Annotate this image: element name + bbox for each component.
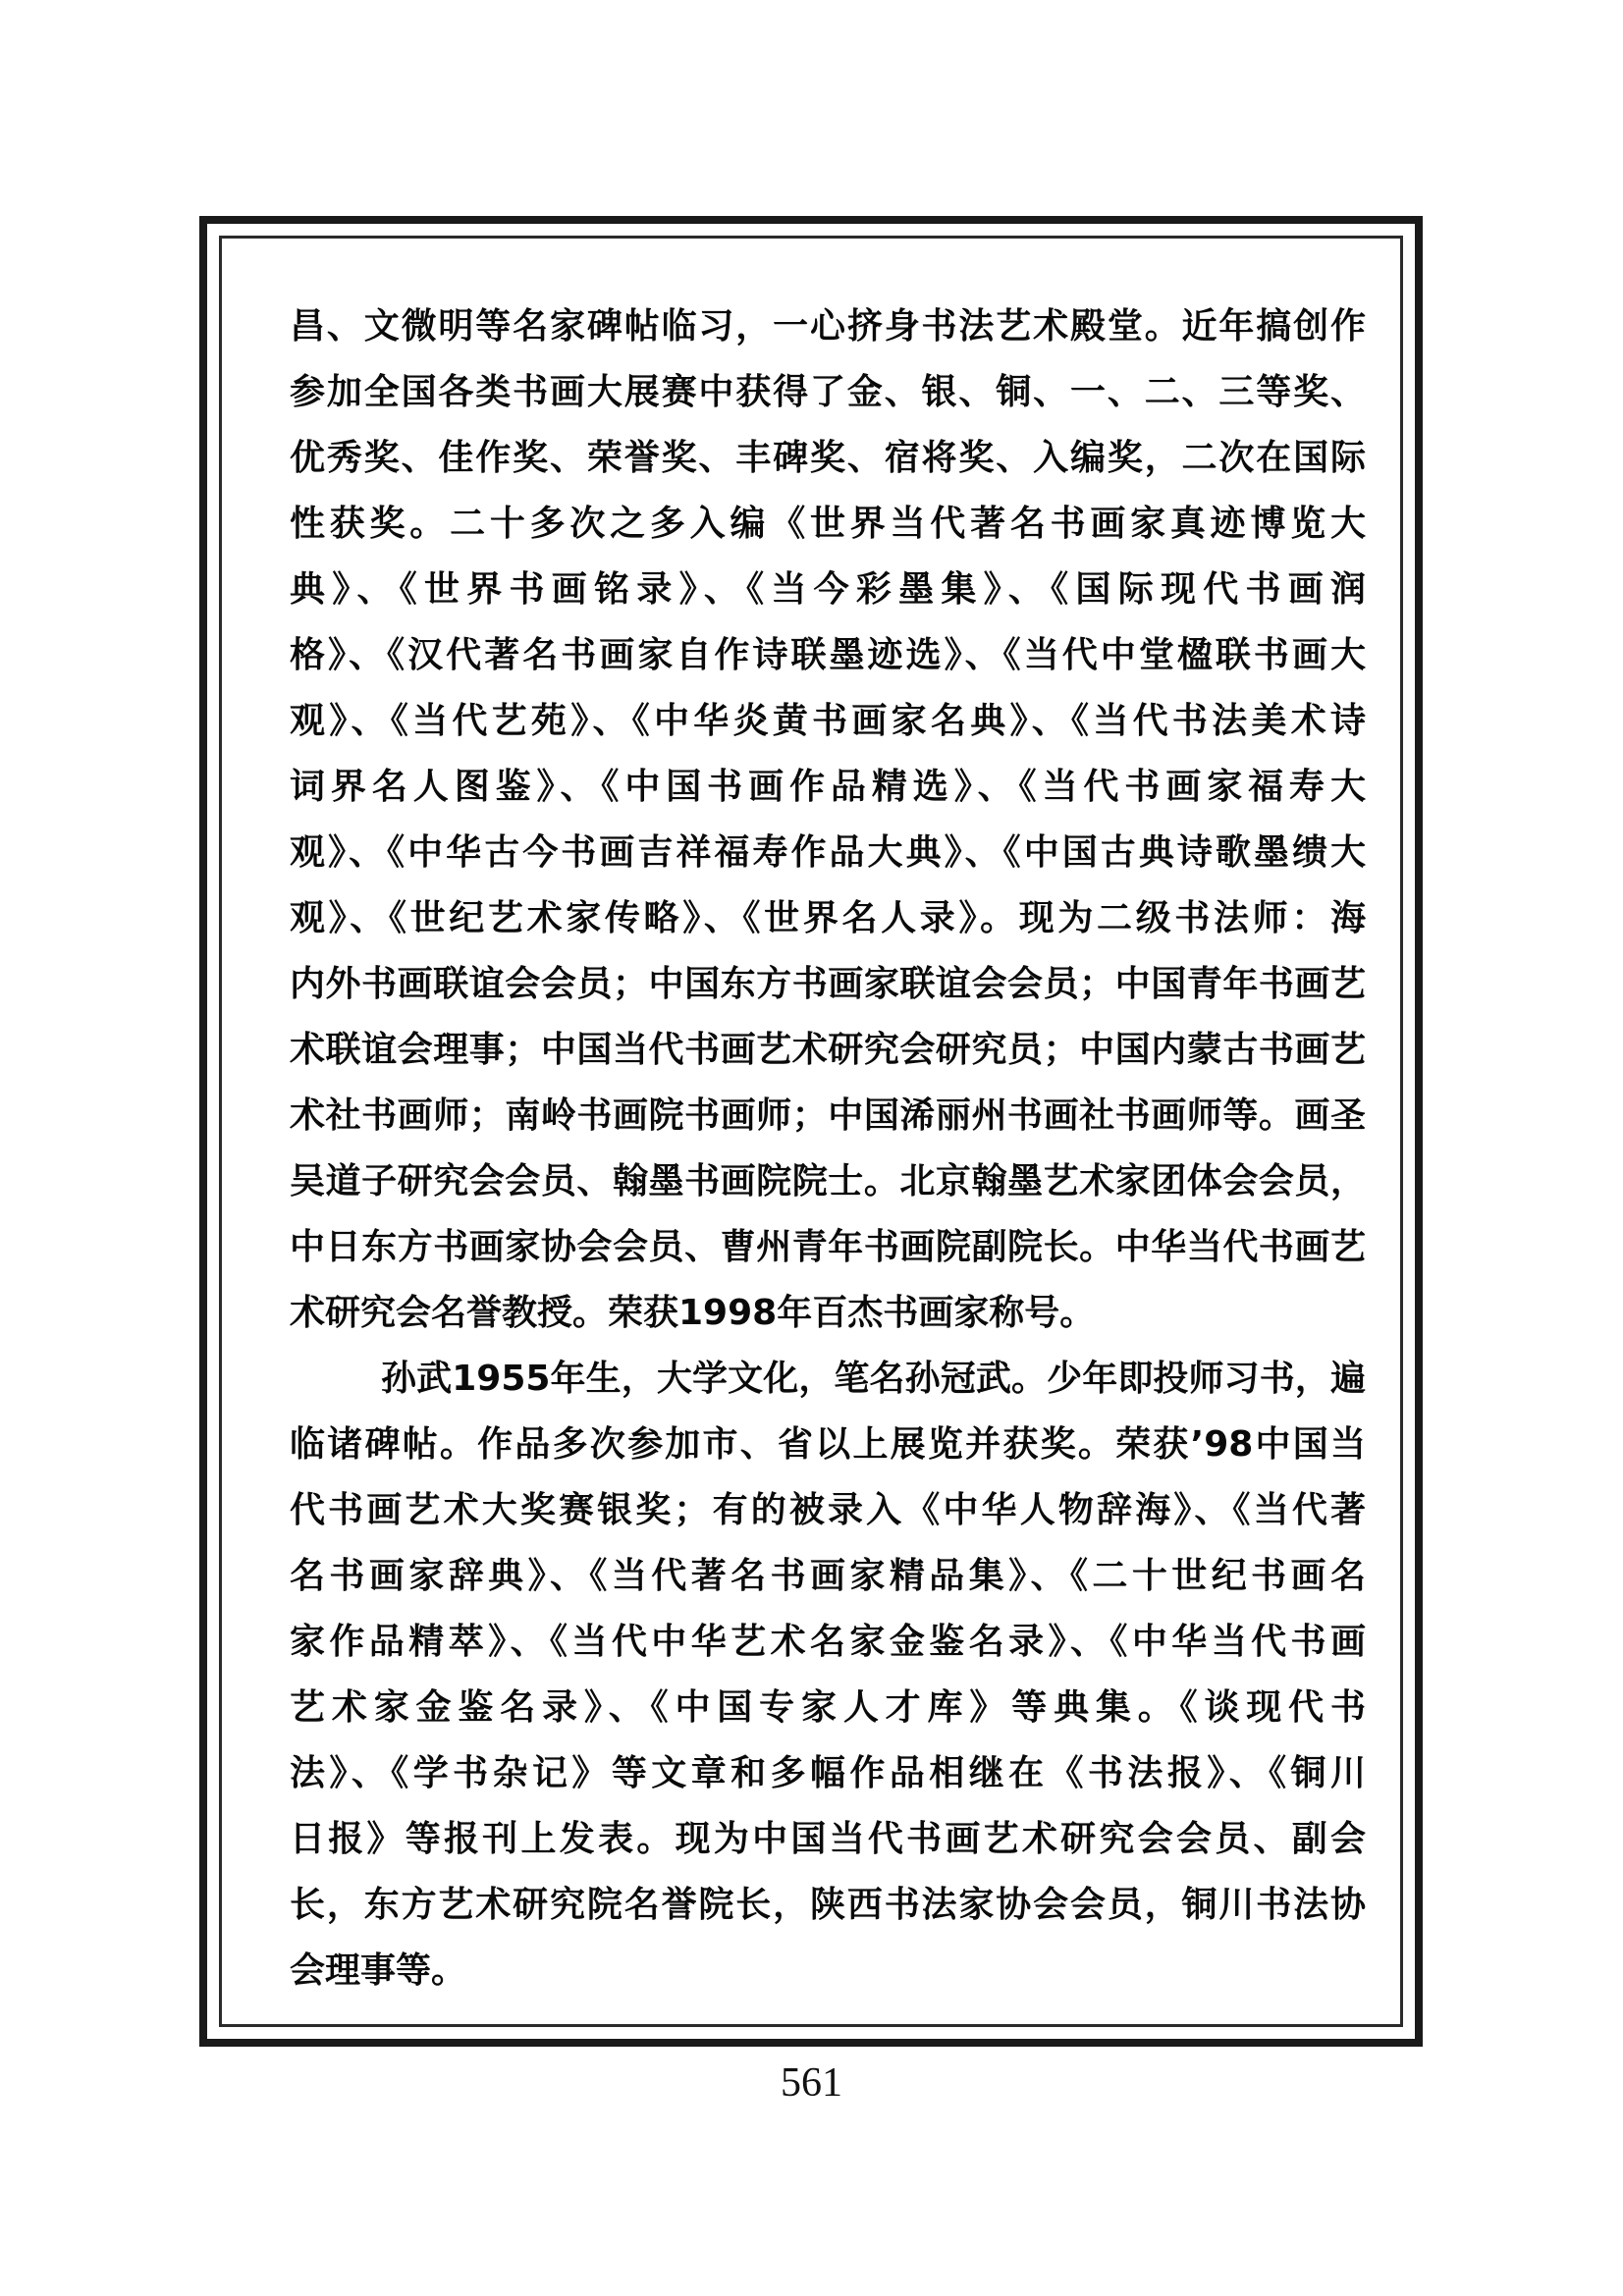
text-line: 长，东方艺术研究院名誉院长，陕西书法家协会会员，铜川书法协	[290, 1885, 1366, 1925]
biography-text	[290, 294, 1366, 2003]
text-line: 典》、《世界书画铭录》、《当今彩墨集》、《国际现代书画润	[290, 569, 1366, 610]
text-line: 名书画家辞典》、《当代著名书画家精品集》、《二十世纪书画名	[290, 1556, 1366, 1596]
text-line: 昌、文微明等名家碑帖临习，一心挤身书法艺术殿堂。近年搞创作	[290, 306, 1366, 347]
text-line: 词界名人图鉴》、《中国书画作品精选》、《当代书画家福寿大	[290, 767, 1366, 807]
text-line: 孙武1955年生，大学文化，笔名孙冠武。少年即投师习书，遍	[381, 1359, 1366, 1399]
text-line: 会理事等。	[290, 1950, 467, 1991]
text-line: 家作品精萃》、《当代中华艺术名家金鉴名录》、《中华当代书画	[290, 1622, 1366, 1662]
text-line: 日报》等报刊上发表。现为中国当代书画艺术研究会会员、副会	[290, 1819, 1366, 1859]
text-line: 临诸碑帖。作品多次参加市、省以上展览并获奖。荣获’98中国当	[290, 1424, 1366, 1465]
text-line: 观》、《中华古今书画吉祥福寿作品大典》、《中国古典诗歌墨缋大	[290, 832, 1366, 873]
page-number: 561	[781, 2060, 842, 2106]
text-line: 术社书画师；南岭书画院书画师；中国浠丽州书画社书画师等。画圣	[290, 1095, 1366, 1136]
text-line: 艺术家金鉴名录》、《中国专家人才库》等典集。《谈现代书	[290, 1687, 1366, 1728]
text-line: 术联谊会理事；中国当代书画艺术研究会研究员；中国内蒙古书画艺	[290, 1030, 1366, 1070]
text-line: 格》、《汉代著名书画家自作诗联墨迹选》、《当代中堂楹联书画大	[290, 635, 1366, 675]
text-line: 中日东方书画家协会会员、曹州青年书画院副院长。中华当代书画艺	[290, 1227, 1366, 1267]
text-line: 内外书画联谊会会员；中国东方书画家联谊会会员；中国青年书画艺	[290, 964, 1366, 1004]
text-line: 优秀奖、佳作奖、荣誉奖、丰碑奖、宿将奖、入编奖，二次在国际	[290, 438, 1366, 478]
text-line: 性获奖。二十多次之多入编《世界当代著名书画家真迹博览大	[290, 504, 1366, 544]
text-line: 参加全国各类书画大展赛中获得了金、银、铜、一、二、三等奖、	[290, 372, 1366, 412]
text-line: 法》、《学书杂记》等文章和多幅作品相继在《书法报》、《铜川	[290, 1753, 1366, 1793]
text-line: 观》、《当代艺苑》、《中华炎黄书画家名典》、《当代书法美术诗	[290, 701, 1366, 741]
text-line: 代书画艺术大奖赛银奖；有的被录入《中华人物辞海》、《当代著	[290, 1490, 1366, 1530]
text-line: 吴道子研究会会员、翰墨书画院院士。北京翰墨艺术家团体会会员，	[290, 1161, 1366, 1201]
text-line: 观》、《世纪艺术家传略》、《世界名人录》。现为二级书法师：海	[290, 898, 1366, 938]
text-line: 术研究会名誉教授。荣获1998年百杰书画家称号。	[290, 1293, 1096, 1333]
